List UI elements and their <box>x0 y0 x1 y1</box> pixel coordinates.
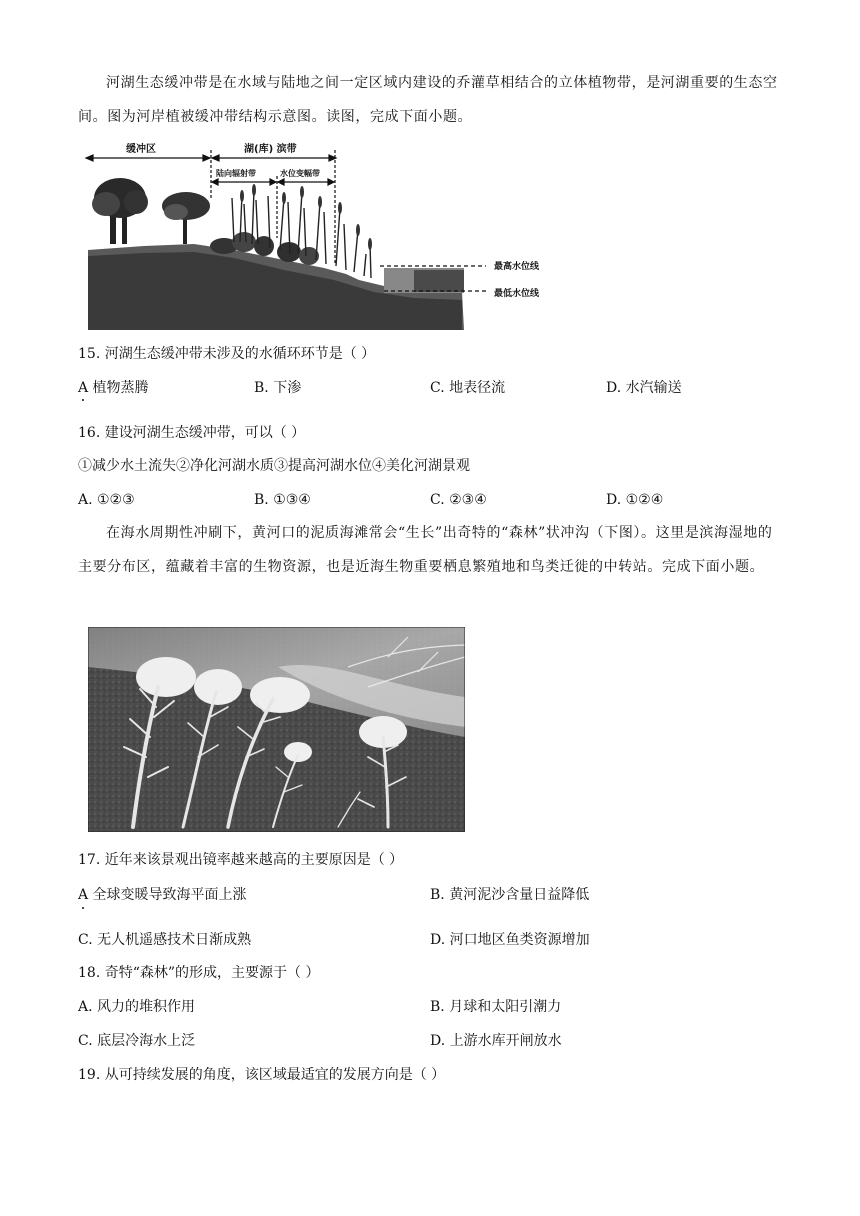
q17-option-a[interactable]: A 全球变暖导致海平面上涨 <box>78 887 247 903</box>
q16-option-a[interactable]: A. ①②③ <box>78 492 135 508</box>
passage-1: 河湖生态缓冲带是在水域与陆地之间一定区域内建设的乔灌草相结合的立体植物带，是河湖重要的生态空间。图为河岸植被缓冲带结构示意图。读图，完成下面小题。 <box>78 75 778 125</box>
tidal-creek-forest-photo <box>88 627 465 832</box>
q16-items: ①减少水土流失②净化河湖水质③提高河湖水位④美化河湖景观 <box>78 458 470 474</box>
q18-stem: 18. 奇特“森林”的形成，主要源于（ ） <box>78 965 320 981</box>
q15-option-b[interactable]: B. 下渗 <box>254 380 302 396</box>
q18-option-d[interactable]: D. 上游水库开闸放水 <box>430 1033 562 1049</box>
q16-option-c[interactable]: C. ②③④ <box>430 492 487 508</box>
q16-option-b[interactable]: B. ①③④ <box>254 492 311 508</box>
q17-option-d[interactable]: D. 河口地区鱼类资源增加 <box>430 932 590 948</box>
passage-2: 在海水周期性冲刷下，黄河口的泥质海滩常会“生长”出奇特的“森林”状冲沟（下图）。这里是滨海湿地的主要分布区，蕴藏着丰富的生物资源，也是近海生物重要栖息繁殖地和鸟类迁徙的中转站。完成下面小题。 <box>78 525 773 575</box>
q17-option-c[interactable]: C. 无人机遥感技术日渐成熟 <box>78 932 252 948</box>
q17-stem: 17. 近年来该景观出镜率越来越高的主要原因是（ ） <box>78 852 404 868</box>
q15-option-a-mark <box>82 399 84 401</box>
q15-stem: 15. 河湖生态缓冲带未涉及的水循环环节是（ ） <box>78 346 376 362</box>
q18-option-b[interactable]: B. 月球和太阳引潮力 <box>430 999 562 1015</box>
q16-stem: 16. 建设河湖生态缓冲带，可以（ ） <box>78 425 306 441</box>
q17-option-a-mark <box>82 907 84 909</box>
q15-option-d[interactable]: D. 水汽输送 <box>606 380 682 396</box>
q15-option-c[interactable]: C. 地表径流 <box>430 380 506 396</box>
label-highest-water-line: 最高水位线 <box>494 262 540 272</box>
q18-option-a[interactable]: A. 风力的堆积作用 <box>78 999 196 1015</box>
label-fluctuation-zone: 水位变幅带 <box>280 169 320 178</box>
q18-option-c[interactable]: C. 底层冷海水上泛 <box>78 1033 196 1049</box>
q17-option-b[interactable]: B. 黄河泥沙含量日益降低 <box>430 887 590 903</box>
label-lowest-water-line: 最低水位线 <box>494 289 540 299</box>
buffer-zone-diagram <box>84 138 574 330</box>
q15-option-a[interactable]: A 植物蒸腾 <box>78 380 149 396</box>
q16-option-d[interactable]: D. ①②④ <box>606 492 664 508</box>
label-radiation-zone: 陆向辐射带 <box>216 169 256 178</box>
q19-stem: 19. 从可持续发展的角度，该区域最适宜的发展方向是（ ） <box>78 1067 446 1083</box>
label-buffer-zone: 缓冲区 <box>126 144 156 155</box>
label-shore-zone: 湖(库) 滨带 <box>244 144 297 155</box>
